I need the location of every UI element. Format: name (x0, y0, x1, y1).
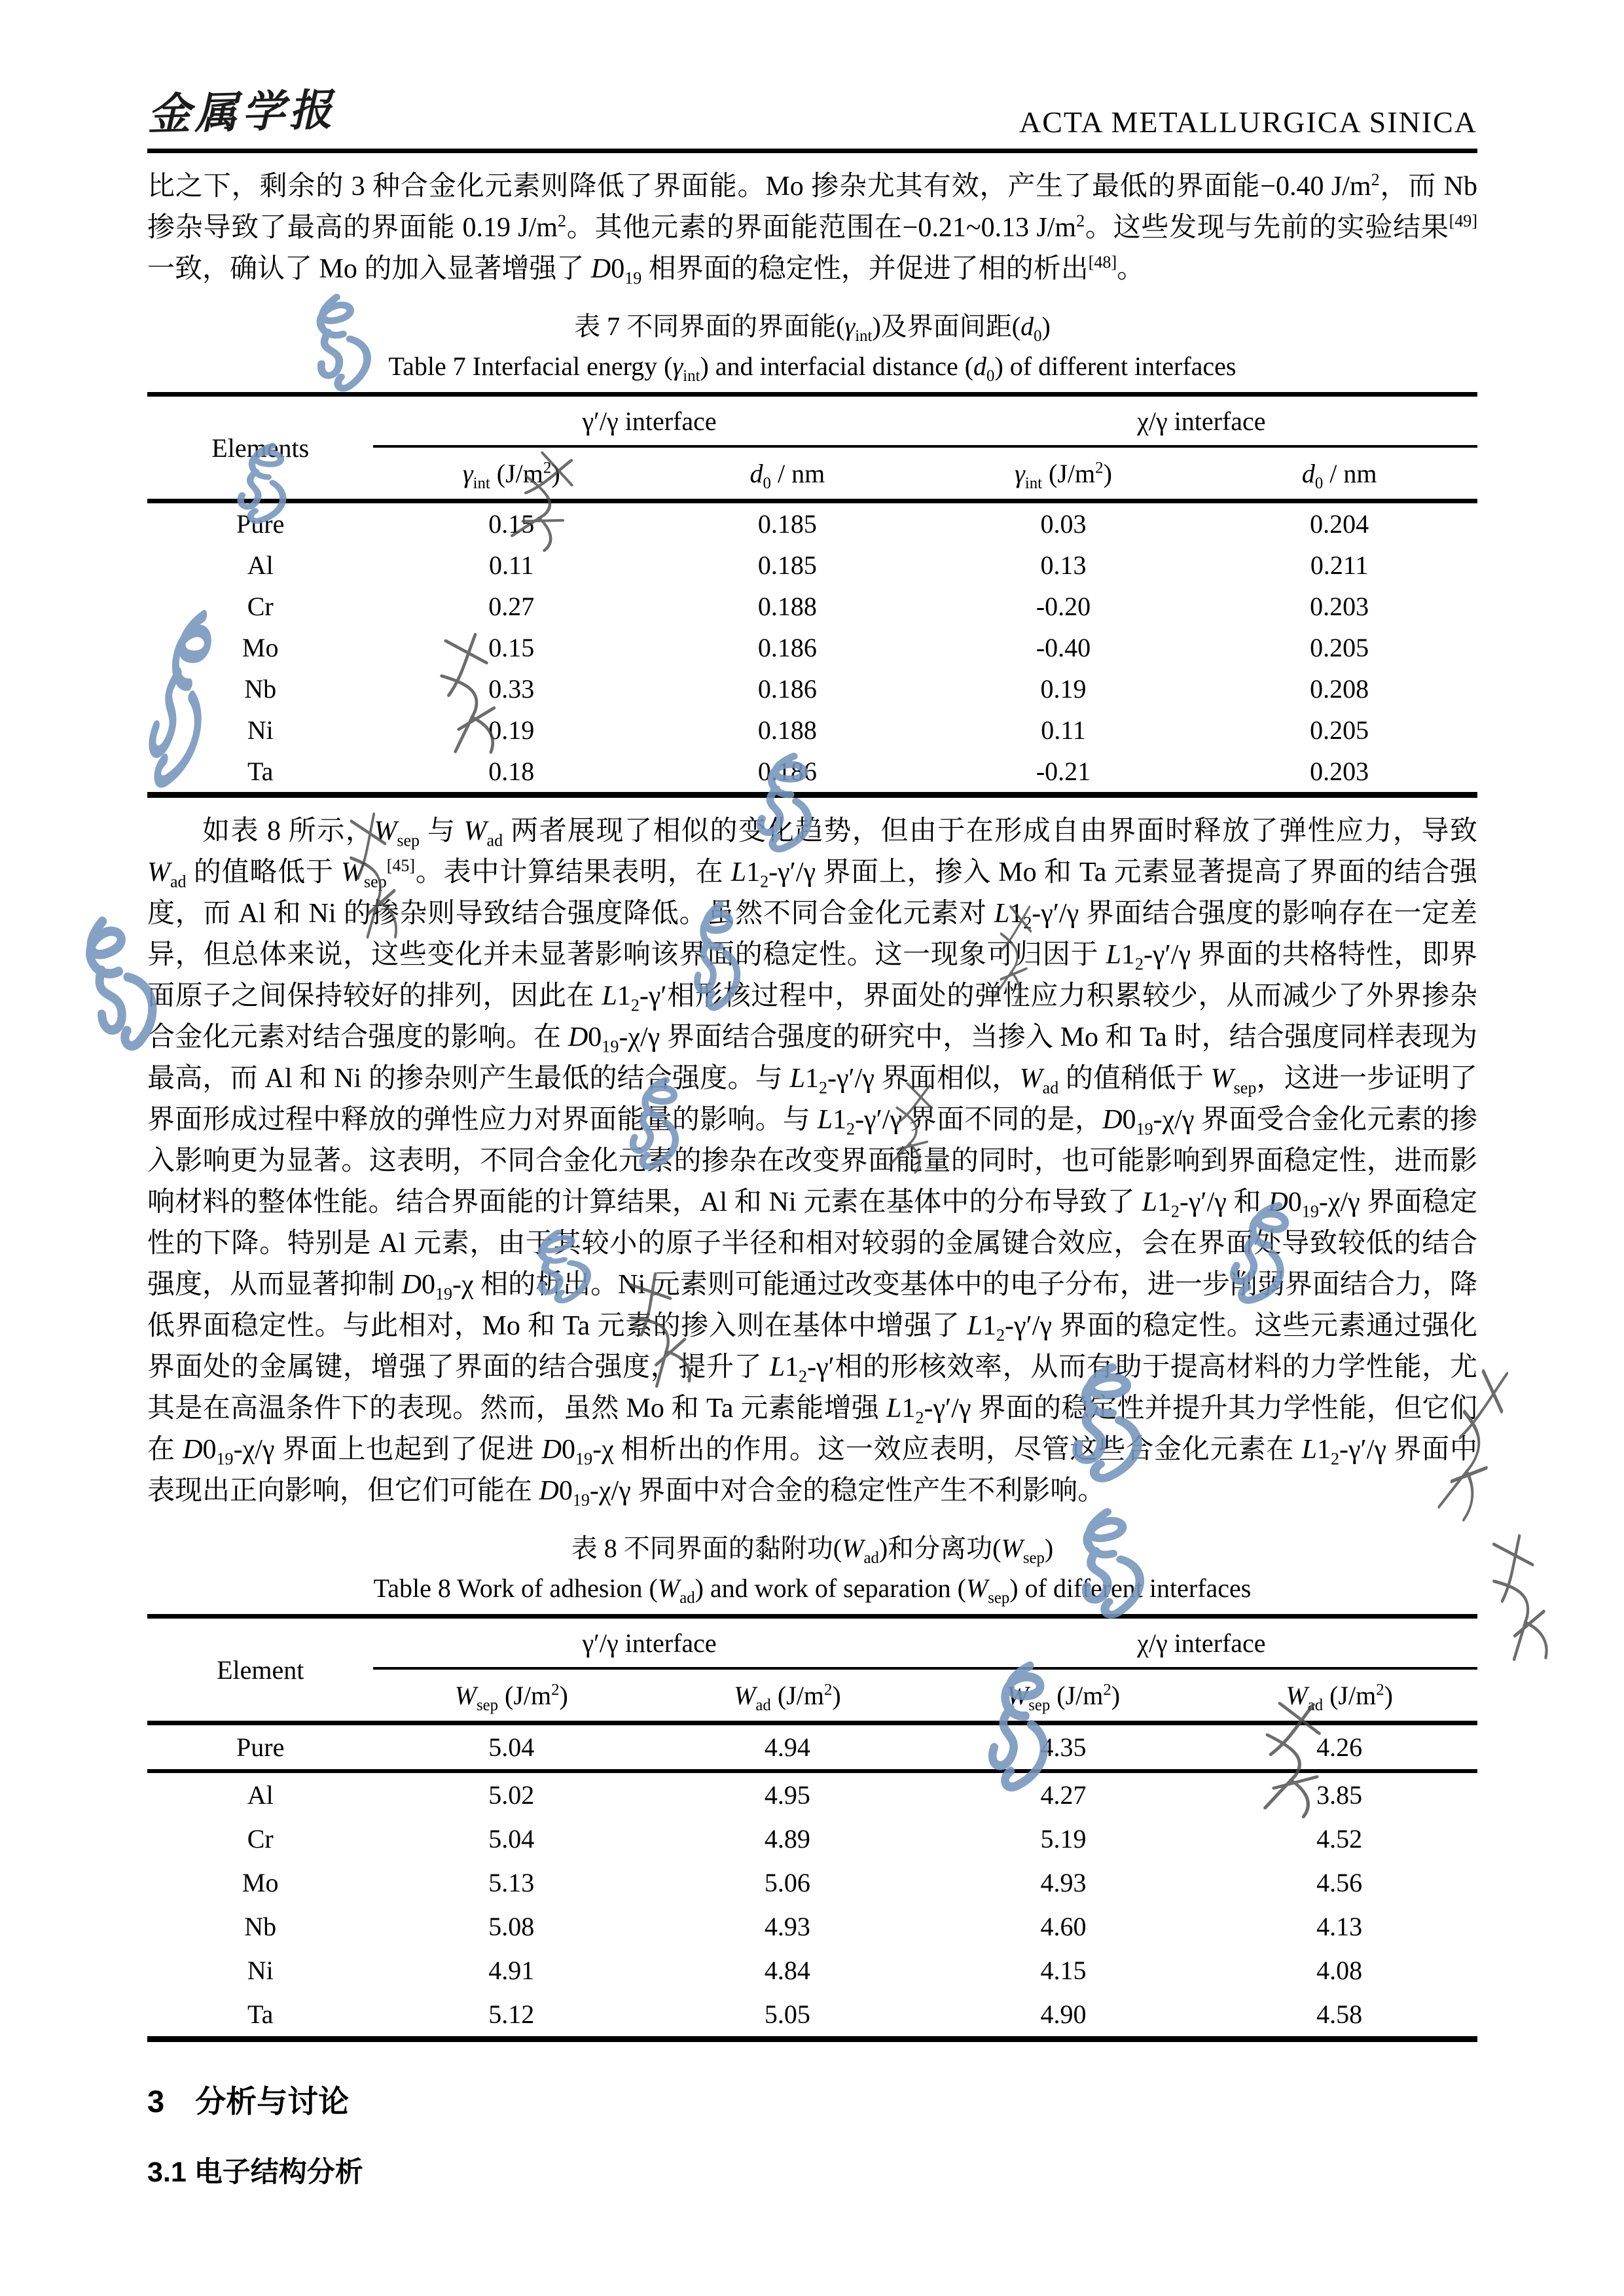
table8-subheader-wad-2: $W_{ad}$ $(J/m^2)$ (1286, 1680, 1393, 1714)
table8-subheader-wsep-2: $W_{sep}$ $(J/m^2)$ (1006, 1680, 1121, 1714)
element-cell: Ta (247, 757, 274, 786)
value-cell: 0.18 (488, 757, 535, 786)
table-row (147, 1723, 1477, 1772)
table8-group-header-chi-gamma: χ/γ interface (926, 1617, 1477, 1669)
element-cell: Mo (242, 633, 279, 662)
value-cell: 4.84 (764, 1956, 810, 1985)
section-heading-3: 3 分析与讨论 (147, 2084, 350, 2119)
value-cell: 0.186 (757, 757, 817, 786)
header-rule (147, 149, 1477, 153)
value-cell: 5.12 (488, 2000, 535, 2029)
table7-subheader-gamma-int-1: $\gamma_{int}$ $(J/m^2)$ (462, 458, 560, 492)
value-cell: 0.205 (1310, 715, 1369, 745)
element-cell: Al (247, 1780, 274, 1810)
table-row (147, 501, 1477, 545)
value-cell: 4.91 (488, 1956, 535, 1985)
value-cell: 0.208 (1310, 674, 1369, 704)
value-cell: 0.188 (757, 592, 817, 621)
table8-body (147, 1723, 1477, 2039)
journal-name: ACTA METALLURGICA SINICA (1019, 105, 1477, 139)
value-cell: 0.188 (757, 715, 817, 745)
table8-subheader-wsep-1: $W_{sep}$ $(J/m^2)$ (454, 1680, 568, 1714)
value-cell: 4.95 (764, 1780, 810, 1810)
value-cell: 4.13 (1316, 1912, 1363, 1941)
table7 (147, 392, 1477, 798)
value-cell: 0.27 (488, 592, 535, 621)
table7-caption-en: Table 7 Interfacial energy $(\gamma_{int})$ and interfacial distance $(d_0)$ of different interfaces (388, 351, 1236, 385)
value-cell: -0.20 (1036, 592, 1091, 621)
table7-subheader-d0-1: $d_0$ / nm (749, 458, 825, 492)
value-cell: 0.19 (1040, 674, 1087, 704)
table-row (147, 668, 1477, 709)
table7-group-row (147, 395, 1477, 447)
value-cell: 0.15 (488, 509, 535, 539)
value-cell: 5.08 (488, 1912, 535, 1941)
element-cell: Mo (242, 1868, 279, 1897)
element-cell: Pure (147, 1723, 373, 1772)
value-cell: 5.02 (488, 1780, 535, 1810)
journal-logo: 金属学报 (147, 86, 337, 139)
value-cell: 4.93 (1040, 1868, 1087, 1897)
page-content (147, 0, 1477, 2190)
value-cell: 5.06 (764, 1868, 810, 1897)
element-cell: Nb (244, 674, 277, 704)
table7-group-header-chi-gamma: χ/γ interface (926, 395, 1477, 447)
value-cell: 0.19 (488, 715, 535, 745)
value-cell: 0.204 (1310, 509, 1369, 539)
table8-caption-en: Table 8 Work of adhesion $(W_{ad})$ and work of separation $(W_{sep})$ of different interfaces (373, 1573, 1252, 1607)
element-cell: Ni (247, 715, 274, 745)
paragraph-1: 比之下，剩余的 3 种合金化元素则降低了界面能。Mo 掺杂尤其有效，产生了最低的界面能−0.40 $J/m^2$，而 Nb 掺杂导致了最高的界面能 0.19 $J/m^2$。其他元素的界面能范围在−0.21~0.13 $J/m^2$。这些发现与先前的实验结果[49]一致，确认了 Mo 的加入显著增强了 $D0_{19}$ 相界面的稳定性，并促进了相的析出[48]。 (147, 170, 1477, 288)
value-cell: 4.08 (1316, 1956, 1363, 1985)
table-row (147, 545, 1477, 586)
table-row (147, 1771, 1477, 1817)
value-cell: 0.211 (1310, 550, 1369, 580)
table7-caption-zh: 表 7 不同界面的界面能$(\gamma_{int})$及界面间距$(d_0)$ (574, 312, 1051, 345)
table8 (147, 1614, 1477, 2042)
value-cell: 5.04 (488, 1824, 535, 1854)
value-cell: 4.60 (1040, 1912, 1087, 1941)
value-cell: -0.40 (1036, 633, 1091, 662)
value-cell: 4.35 (926, 1723, 1202, 1772)
section-heading-3-1: 3.1 电子结构分析 (147, 2157, 363, 2188)
value-cell: 0.11 (1041, 715, 1086, 745)
value-cell: 0.33 (488, 674, 535, 704)
value-cell: 0.11 (488, 550, 534, 580)
element-cell: Ta (247, 2000, 274, 2029)
value-cell: 0.205 (1310, 633, 1369, 662)
element-cell: Ni (247, 1956, 274, 1985)
value-cell: 5.04 (373, 1723, 649, 1772)
value-cell: 5.13 (488, 1868, 535, 1897)
table8-element-header: Element (217, 1655, 304, 1685)
value-cell: 5.19 (1040, 1824, 1087, 1854)
value-cell: 4.89 (764, 1824, 810, 1854)
table8-head (147, 1617, 1477, 1723)
table-row (147, 1948, 1477, 1992)
table8-group-row (147, 1617, 1477, 1669)
value-cell: 4.15 (1040, 1956, 1087, 1985)
value-cell: 4.52 (1316, 1824, 1363, 1854)
value-cell: 0.185 (757, 509, 817, 539)
value-cell: 0.203 (1310, 757, 1369, 786)
element-cell: Al (247, 550, 274, 580)
value-cell: 4.26 (1201, 1723, 1477, 1772)
table8-subheader-wad-1: $W_{ad}$ $(J/m^2)$ (734, 1680, 841, 1714)
element-cell: Cr (247, 1824, 274, 1854)
ink-mark-dark (1470, 1529, 1570, 1675)
value-cell: 4.58 (1316, 2000, 1363, 2029)
table7-head (147, 395, 1477, 501)
element-cell: Pure (236, 509, 285, 539)
table7-subheader-d0-2: $d_0$ / nm (1301, 458, 1377, 492)
value-cell: 4.56 (1316, 1868, 1363, 1897)
table-row (147, 709, 1477, 751)
value-cell: 5.05 (764, 2000, 810, 2029)
table7-subheader-gamma-int-2: $\gamma_{int}$ $(J/m^2)$ (1015, 458, 1112, 492)
value-cell: 4.27 (1040, 1780, 1087, 1810)
value-cell: 0.203 (1310, 592, 1369, 621)
table7-group-header-gamma-prime-gamma: γ′/γ interface (373, 395, 925, 447)
table-row (147, 586, 1477, 627)
element-cell: Nb (244, 1912, 277, 1941)
paragraph-2: 如表 8 所示，$W_{sep}$ 与 $W_{ad}$ 两者展现了相似的变化趋势，但由于在形成自由界面时释放了弹性应力，导致 $W_{ad}$ 的值略低于 $W_{sep}[45]$。表中计算结果表明，在 $L1_2-\gamma'/\gamma$ 界面上，掺入 Mo 和 Ta 元素显著提高了界面的结合强度，而 Al 和 Ni 的掺杂则导致结合强度降低。虽然不同合金化元素对 $L1_2-\gamma'/\gamma$ 界面结合强度的影响存在一定差异，但总体来说，这些变化并未显著影响该界面的稳定性。这一现象可归因于 $L1_2-\gamma'/\gamma$ 界面的共格特性，即界面原子之间保持较好的排列，因此在 $L1_2-\gamma'$相形核过程中，界面处的弹性应力积累较少，从而减少了外界掺杂合金化元素对结合强度的影响。在 $D0_{19}-\chi/\gamma$ 界面结合强度的研究中，当掺入 Mo 和 Ta 时，结合强度同样表现为最高，而 Al 和 Ni 的掺杂则产生最低的结合强度。与 $L1_2-\gamma'/\gamma$ 界面相似，$W_{ad}$ 的值稍低于 $W_{sep}$，这进一步证明了界面形成过程中释放的弹性应力对界面能量的影响。与 $L1_2-\gamma'/\gamma$ 界面不同的是，$D0_{19}-\chi/\gamma$ 界面受合金化元素的掺入影响更为显著。这表明，不同合金化元素的掺杂在改变界面能量的同时，也可能影响到界面稳定性，进而影响材料的整体性能。结合界面能的计算结果，Al 和 Ni 元素在基体中的分布导致了 $L1_2-\gamma'/\gamma$ 和 $D0_{19}-\chi/\gamma$ 界面稳定性的下降。特别是 Al 元素，由于其较小的原子半径和相对较弱的金属键合效应，会在界面处导致较低的结合强度，从而显著抑制 $D0_{19}-\chi$ 相的析出。Ni 元素则可能通过改变基体中的电子分布，进一步削弱界面结合力，降低界面稳定性。与此相对，Mo 和 Ta 元素的掺入则在基体中增强了 $L1_2-\gamma'/\gamma$ 界面的稳定性。这些元素通过强化界面处的金属键，增强了界面的结合强度，提升了 $L1_2-\gamma'$相的形核效率，从而有助于提高材料的力学性能，尤其是在高温条件下的表现。然而，虽然 Mo 和 Ta 元素能增强 $L1_2-\gamma'/\gamma$ 界面的稳定性并提升其力学性能，但它们在 $D0_{19}-\chi/\gamma$ 界面上也起到了促进 $D0_{19}-\chi$ 相析出的作用。这一效应表明，尽管这些合金化元素在 $L1_2-\gamma'/\gamma$ 界面中表现出正向影响，但它们可能在 $D0_{19}-\chi/\gamma$ 界面中对合金的稳定性产生不利影响。 (147, 816, 1477, 1510)
masthead (147, 0, 1477, 139)
value-cell: -0.21 (1036, 757, 1091, 786)
value-cell: 4.93 (764, 1912, 810, 1941)
value-cell: 4.90 (1040, 2000, 1087, 2029)
table8-group-header-gamma-prime-gamma: γ′/γ interface (373, 1617, 925, 1669)
value-cell: 0.186 (757, 633, 817, 662)
table-row (147, 751, 1477, 795)
element-cell: Cr (247, 592, 274, 621)
table-row (147, 627, 1477, 668)
table8-caption-zh: 表 8 不同界面的黏附功$(W_{ad})$和分离功$(W_{sep})$ (571, 1534, 1054, 1567)
value-cell: 0.15 (488, 633, 535, 662)
value-cell: 3.85 (1316, 1780, 1363, 1810)
value-cell: 0.13 (1040, 550, 1087, 580)
table-row (147, 1992, 1477, 2039)
table7-elements-header: Elements (211, 433, 310, 463)
value-cell: 0.185 (757, 550, 817, 580)
value-cell: 4.94 (649, 1723, 926, 1772)
table-row (147, 1905, 1477, 1948)
table-row (147, 1817, 1477, 1861)
value-cell: 0.03 (1040, 509, 1087, 539)
table7-body (147, 501, 1477, 795)
value-cell: 0.186 (757, 674, 817, 704)
table-row (147, 1861, 1477, 1905)
